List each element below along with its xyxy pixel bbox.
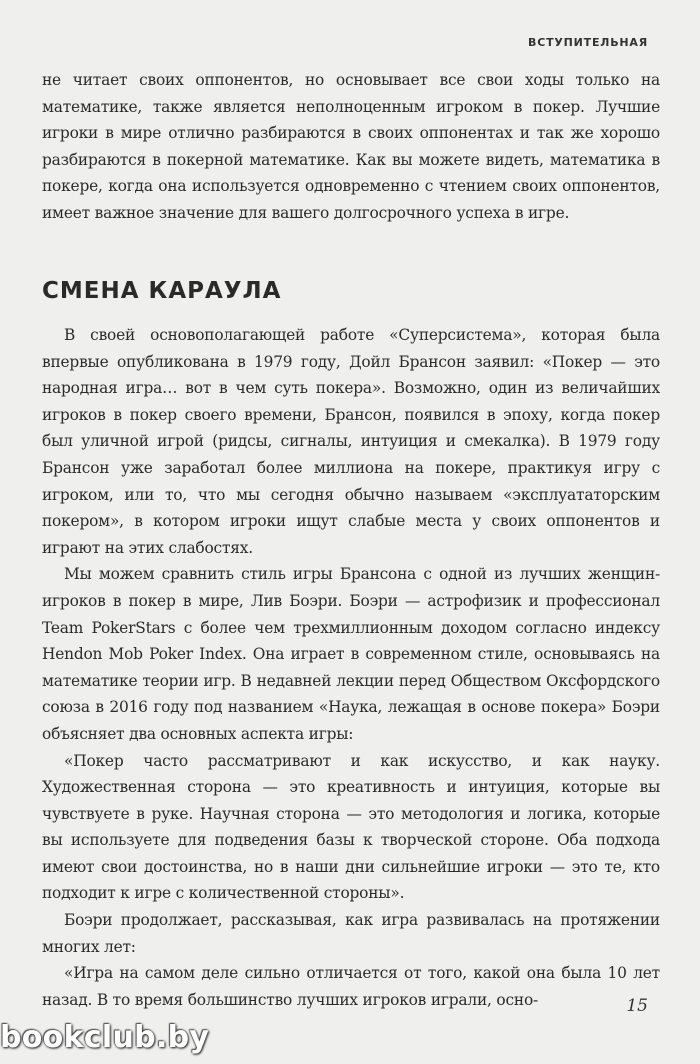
body-paragraph-2: Мы можем сравнить стиль игры Брансона с одной из лучших женщин-игроков в покер в мире, Лив Боэри. Боэри — астрофизик и профессионал Team PokerStars с более чем трехмиллионным доходом согласно индексу Hendon Mob Poker Index. Она играет в современном стиле, основываясь на математике теории игр. В недавней лекции перед Обществом Оксфордского союза в 2016 году под названием «Наука, лежащая в основе покера» Боэри объясняет два основных аспекта игры: (42, 565, 660, 743)
running-head: ВСТУПИТЕЛЬНАЯ (528, 36, 648, 49)
intro-paragraph: не читает своих оппонентов, но основывает все свои ходы только на математике, также является неполноценным игроком в покер. Лучшие игроки в мире отлично разбираются в своих оппонентах и так же хорошо разбираются в покерной математике. Как вы можете видеть, математика в покере, когда она используется одновременно с чтением своих оппонентов, имеет важное значение для вашего долгосрочного успеха в игре. (42, 71, 660, 222)
section-title: СМЕНА КАРАУЛА (42, 278, 282, 304)
body-paragraph-1: В своей основополагающей работе «Суперсистема», которая была впервые опубликована в 1979 году, Дойл Брансон заявил: «Покер — это народная игра… вот в чем суть покера». Возможно, один из величайших игроков в покер своего времени, Брансон, появился в эпоху, когда покер был уличной игрой (ридсы, сигналы, интуиция и смекалка). В 1979 году Брансон уже заработал более миллиона на покере, практикуя игру с игроком, или то, что мы сегодня обычно называем «эксплуататорским покером», в котором игроки ищут слабые места у своих оппонентов и играют на этих слабостях. (42, 326, 660, 557)
intro-text (42, 67, 660, 227)
watermark-logo: bookclub.by (0, 1020, 210, 1055)
section-body (42, 322, 660, 1013)
quote-paragraph-1: «Покер часто рассматривают и как искусство, и как науку. Художественная сторона — это креативность и интуиция, которые вы чувствуете в руке. Научная сторона — это методология и логика, которые вы используете для подведения базы к творческой стороне. Оба подхода имеют свои достоинства, но в наши дни сильнейшие игроки — это те, кто подходит к игре с количественной стороны». (42, 751, 660, 903)
body-paragraph-3: Боэри продолжает, рассказывая, как игра развивалась на протяжении многих лет: (42, 911, 660, 956)
page-number: 15 (626, 996, 648, 1016)
quote-paragraph-2: «Игра на самом деле сильно отличается от того, какой она была 10 лет назад. В то время большинство лучших игроков играли, осно- (42, 964, 660, 1009)
